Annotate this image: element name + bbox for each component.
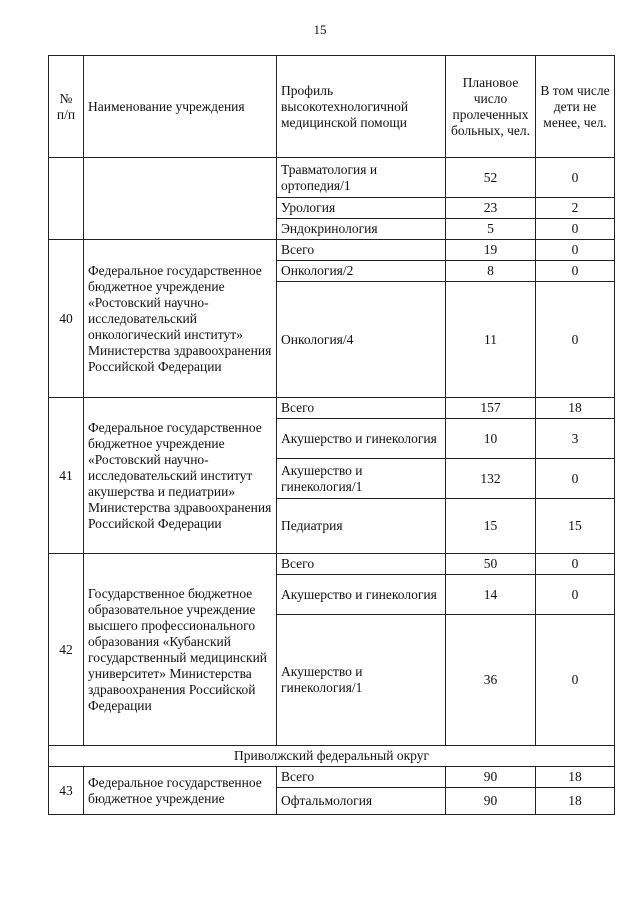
children-cell: 2 [536,198,615,219]
institution-name: Федеральное государственное бюджетное учреждение [84,767,277,815]
profile-cell: Всего [277,554,446,575]
header-profile: Профиль высокотехнологичной медицинской помощи [277,56,446,158]
children-cell: 0 [536,459,615,499]
planned-cell: 10 [446,419,536,459]
children-cell: 0 [536,261,615,282]
planned-cell: 52 [446,158,536,198]
table-row [49,240,615,261]
header-planned: Плановое число пролеченных больных, чел. [446,56,536,158]
planned-cell: 132 [446,459,536,499]
children-cell: 0 [536,219,615,240]
profile-cell: Офтальмология [277,788,446,815]
profile-cell: Акушерство и гинекология/1 [277,459,446,499]
children-cell: 0 [536,158,615,198]
profile-cell: Акушерство и гинекология [277,575,446,615]
children-cell: 0 [536,240,615,261]
children-cell: 0 [536,615,615,746]
planned-cell: 36 [446,615,536,746]
planned-cell: 23 [446,198,536,219]
planned-cell: 11 [446,282,536,398]
institution-name: Федеральное государственное бюджетное учреждение «Ростовский научно-исследовательский онкологический институт» Министерства здравоохранения Российской Федерации [84,240,277,398]
district-row [49,746,615,767]
header-num: № п/п [49,56,84,158]
cont-num-cell [49,158,84,240]
planned-cell: 157 [446,398,536,419]
header-children: В том числе дети не менее, чел. [536,56,615,158]
profile-cell: Акушерство и гинекология [277,419,446,459]
children-cell: 18 [536,767,615,788]
profile-cell: Акушерство и гинекология/1 [277,615,446,746]
profile-cell: Онкология/4 [277,282,446,398]
children-cell: 0 [536,554,615,575]
row-number: 43 [49,767,84,815]
profile-cell: Травматология и ортопедия/1 [277,158,446,198]
row-number: 42 [49,554,84,746]
page-number: 15 [313,22,327,37]
profile-cell: Урология [277,198,446,219]
planned-cell: 15 [446,499,536,554]
profile-cell: Всего [277,767,446,788]
table-row [49,158,615,198]
planned-cell: 8 [446,261,536,282]
table-row [49,767,615,788]
planned-cell: 90 [446,788,536,815]
table-row [49,554,615,575]
profile-cell: Педиатрия [277,499,446,554]
table-row [49,398,615,419]
children-cell: 0 [536,282,615,398]
institution-name: Государственное бюджетное образовательное учреждение высшего профессионального образования «Кубанский государственный медицинский университет» Министерства здравоохранения Российской Федерации [84,554,277,746]
children-cell: 18 [536,788,615,815]
cont-name-cell [84,158,277,240]
planned-cell: 14 [446,575,536,615]
children-cell: 0 [536,575,615,615]
planned-cell: 90 [446,767,536,788]
institution-name: Федеральное государственное бюджетное учреждение «Ростовский научно-исследовательский институт акушерства и педиатрии» Министерства здравоохранения Российской Федерации [84,398,277,554]
header-row [49,56,615,158]
institutions-table [48,55,615,815]
profile-cell: Всего [277,240,446,261]
planned-cell: 5 [446,219,536,240]
planned-cell: 50 [446,554,536,575]
profile-cell: Эндокринология [277,219,446,240]
row-number: 40 [49,240,84,398]
profile-cell: Всего [277,398,446,419]
district-title: Приволжский федеральный округ [49,746,615,767]
children-cell: 18 [536,398,615,419]
children-cell: 3 [536,419,615,459]
header-name: Наименование учреждения [84,56,277,158]
children-cell: 15 [536,499,615,554]
profile-cell: Онкология/2 [277,261,446,282]
row-number: 41 [49,398,84,554]
planned-cell: 19 [446,240,536,261]
